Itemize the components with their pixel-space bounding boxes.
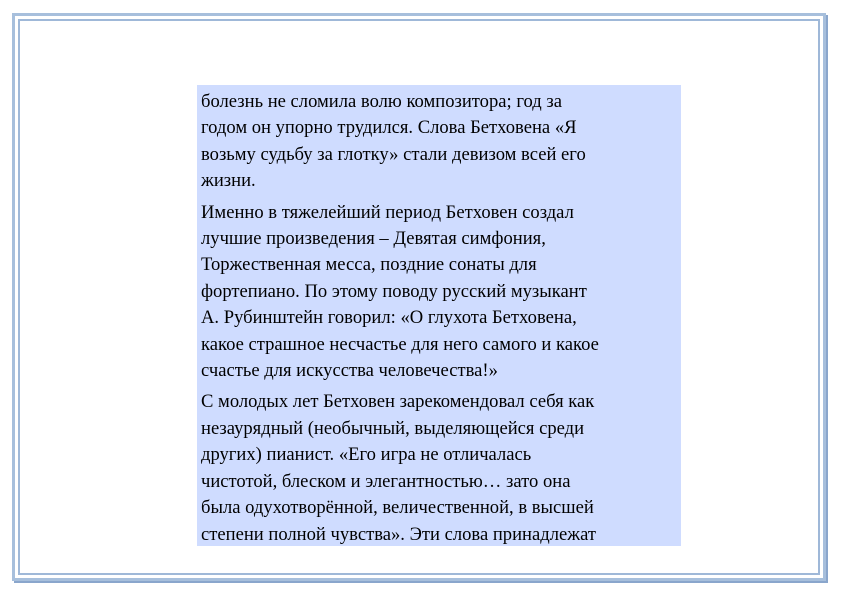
paragraph-1: болезнь не сломила волю композитора; год за годом он упорно трудился. Слова Бетховена «Я возьму судьбу за глотку» стали девизом всей его жизни. — [201, 91, 586, 192]
text-box — [197, 85, 681, 546]
paragraph-3: С молодых лет Бетховен зарекомендовал себя как незаурядный (необычный, выделяющейся среди других) пианист. «Его игра не отличалась чистотой, блеском и элегантностью… зато она была одухотворённой, величественной, в высшей степени полной чувства». Эти слова принадлежат — [201, 391, 596, 545]
paragraph-2: Именно в тяжелейший период Бетховен создал лучшие произведения – Девятая симфония, Торжественная месса, поздние сонаты для фортепиано. По этому поводу русский музыкант А. Рубинштейн говорил: «О глухота Бетховена, какое страшное несчастье для него самого и какое счастье для искусства человечества!» — [201, 201, 599, 382]
